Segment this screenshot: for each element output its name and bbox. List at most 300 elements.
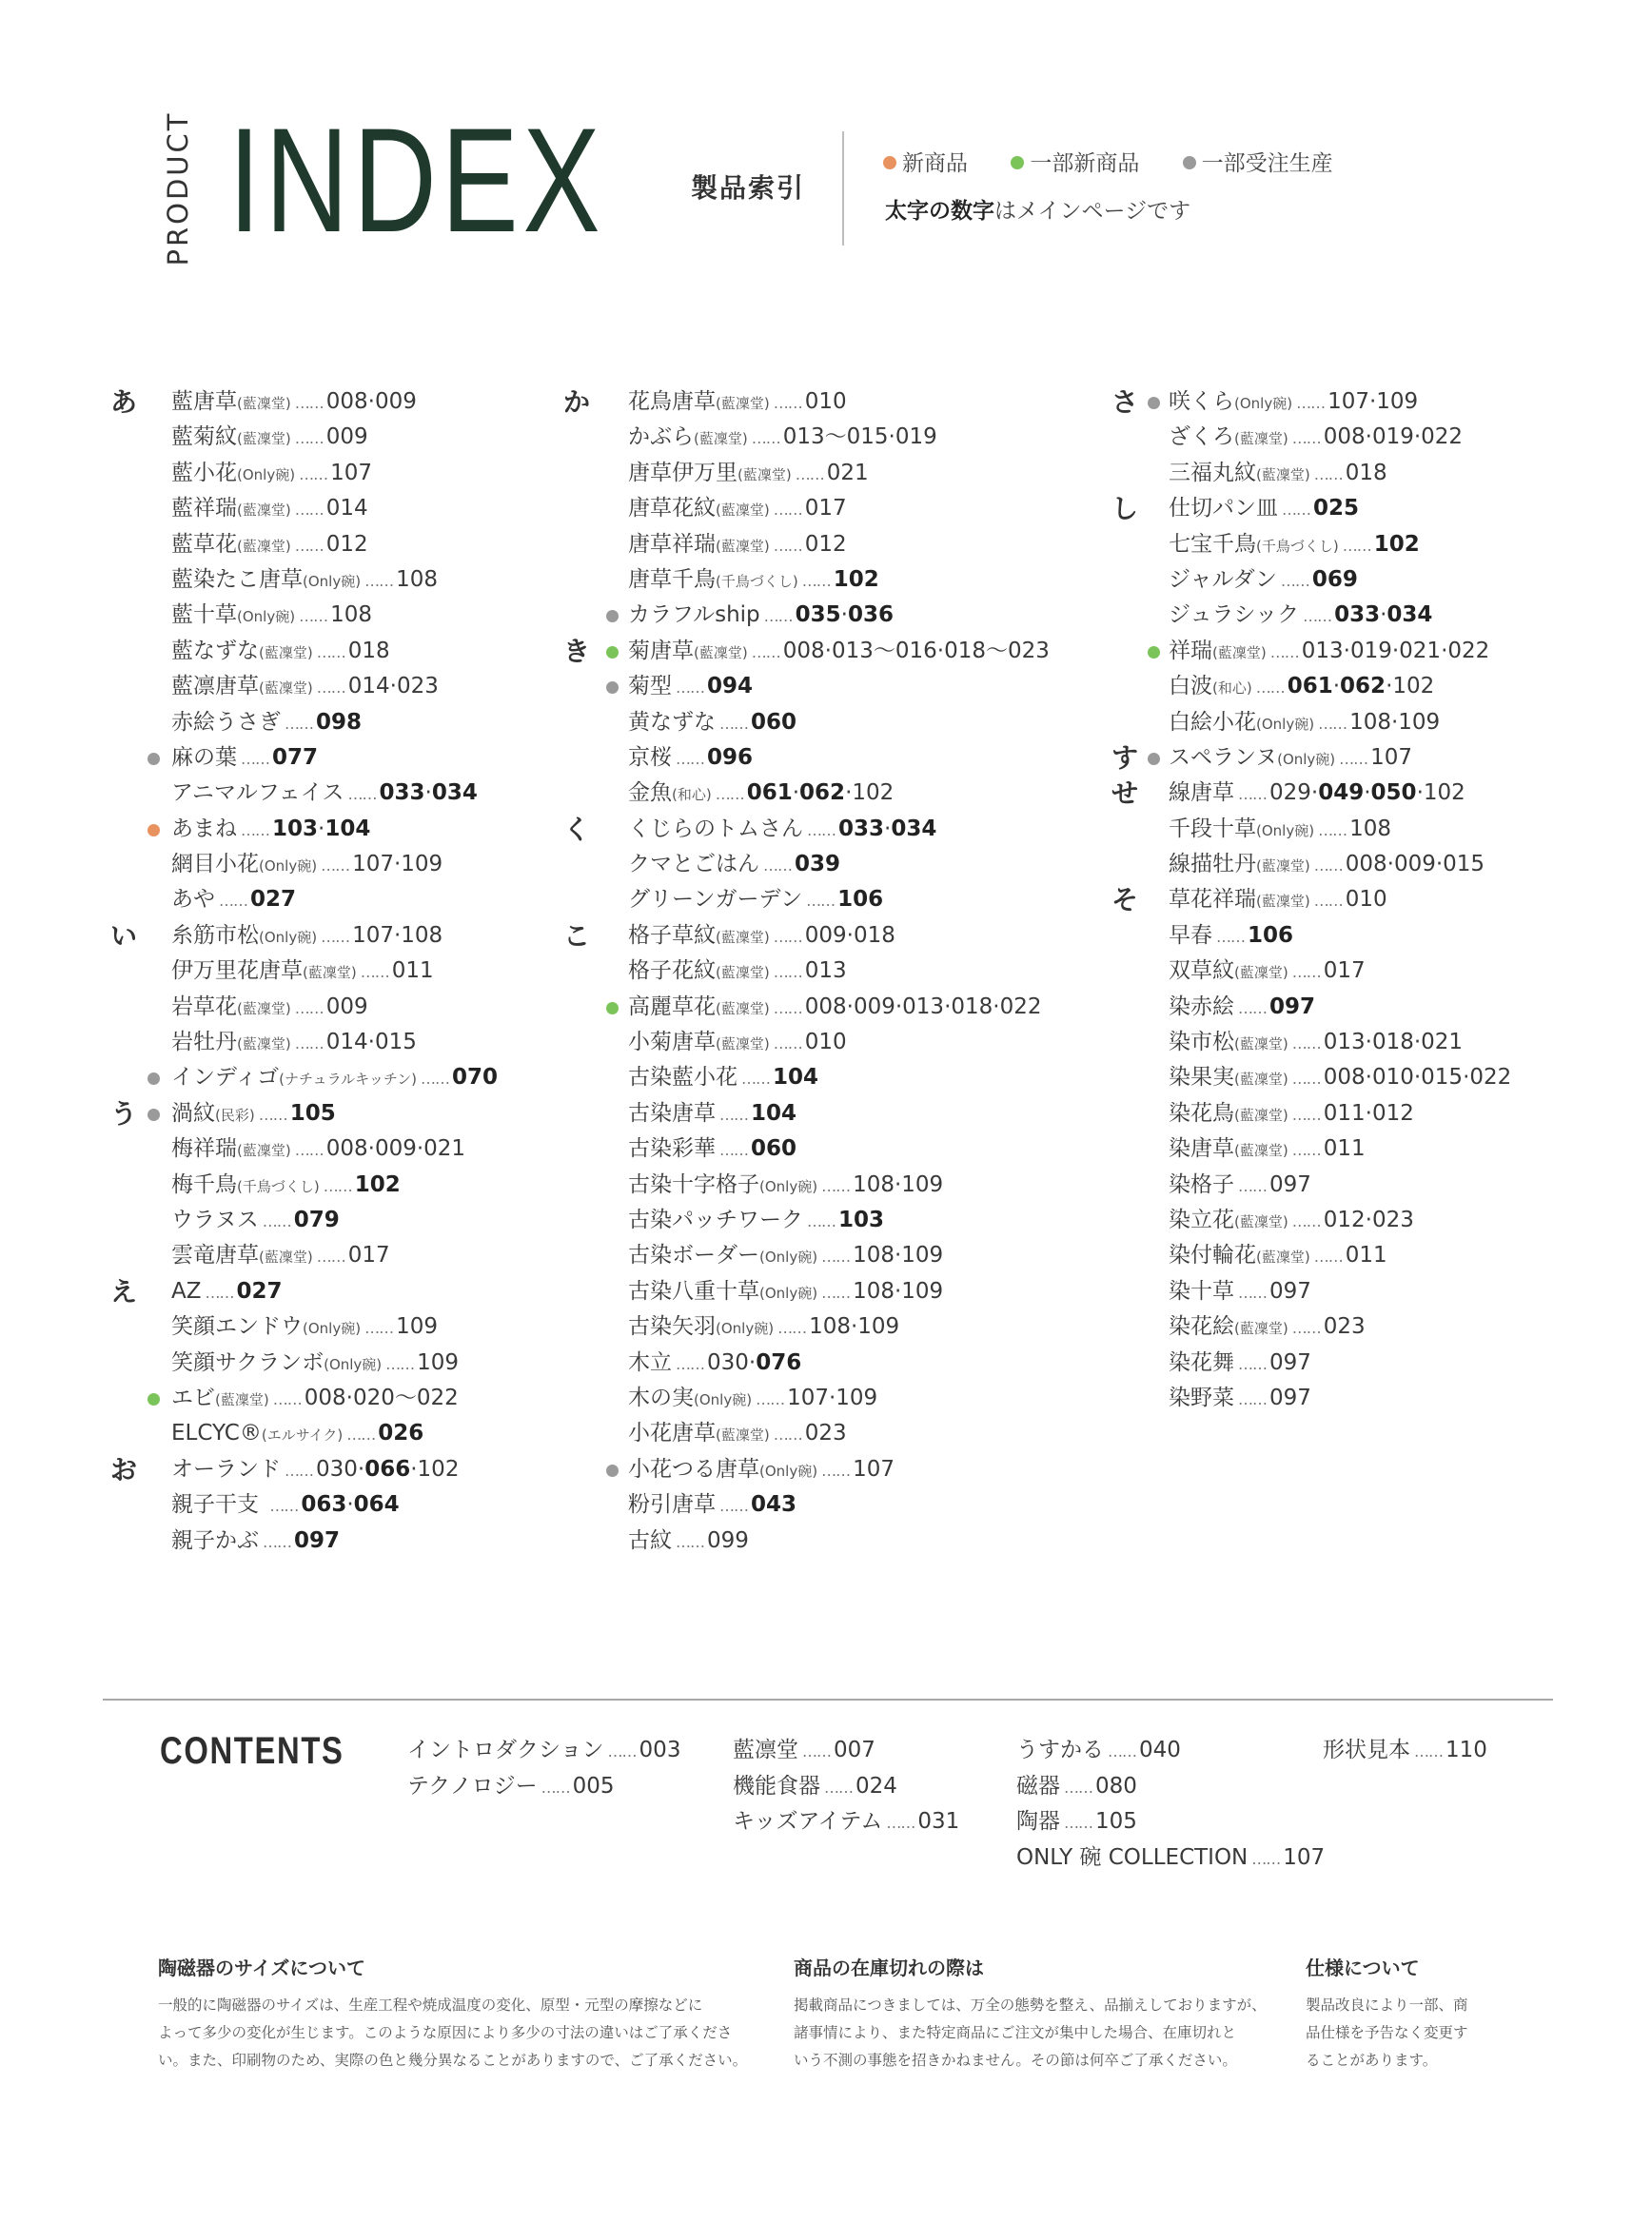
page-number: 043 <box>751 1492 797 1518</box>
leader-dots: …… <box>751 642 780 661</box>
note-line: いう不測の事態を招きかねません。その節は何卒ご了承ください。 <box>794 2052 1237 2069</box>
entry-text <box>1169 634 1489 671</box>
page-number: 030 <box>707 1349 749 1375</box>
entry-text <box>1169 562 1358 599</box>
leader-dots: …… <box>773 1034 802 1053</box>
entry-series: (藍凜堂) <box>259 1249 313 1267</box>
page-number: 023 <box>1371 1207 1414 1232</box>
note-line: 一般的に陶磁器のサイズは、生産工程や焼成温度の変化、原型・元型の摩擦などに <box>158 1997 703 2014</box>
entry-text <box>1169 1381 1311 1417</box>
entry-name: 古染八重十草 <box>628 1278 759 1304</box>
page-separator: · <box>936 638 945 663</box>
leader-dots: …… <box>1238 998 1267 1017</box>
page-separator: · <box>884 816 892 841</box>
page-separator: · <box>367 389 375 414</box>
entry-text <box>628 669 753 705</box>
entry-name: 藍小花 <box>171 460 237 485</box>
page-number: 017 <box>347 1243 390 1269</box>
index-entry <box>1111 882 1644 917</box>
index-entry <box>563 1416 1096 1451</box>
leader-dots: …… <box>316 679 345 698</box>
index-entry <box>110 384 567 420</box>
page-number: 012 <box>804 531 847 557</box>
page-number: 103 <box>272 816 319 841</box>
jp-title: 製品索引 <box>691 172 806 204</box>
page-number: 070 <box>451 1065 498 1091</box>
entry-series: (藍凜堂) <box>1256 465 1310 483</box>
entry-series: (藍凜堂) <box>716 502 770 520</box>
index-entry <box>110 1131 567 1167</box>
page-separator: · <box>993 993 1000 1019</box>
page-number: 097 <box>1269 1278 1311 1304</box>
entry-name: 木の実 <box>628 1385 694 1410</box>
entry-series: (藍凜堂) <box>716 928 770 946</box>
entry-series: (Only碗) <box>759 1284 818 1302</box>
leader-dots: …… <box>541 1778 570 1797</box>
entry-series: (Only碗) <box>259 928 318 946</box>
page-number: 109 <box>836 1385 878 1410</box>
page-separator: · <box>410 1456 418 1482</box>
entry-series: (Only碗) <box>303 1320 362 1338</box>
entry-name: 藍十草 <box>171 602 237 628</box>
page-number: 023 <box>804 1421 847 1446</box>
entry-text <box>1169 456 1387 493</box>
entry-text <box>171 456 372 493</box>
page-number: 064 <box>353 1492 400 1518</box>
contents-item <box>733 1803 959 1835</box>
page-separator: · <box>888 424 895 450</box>
page-number: 102 <box>1373 531 1420 557</box>
entry-text <box>171 1060 498 1097</box>
entry-name: 網目小花 <box>171 852 259 877</box>
leader-dots: …… <box>607 1742 637 1761</box>
page-separator: · <box>1441 638 1448 663</box>
entry-name: 唐草伊万里 <box>628 460 738 485</box>
leader-dots: …… <box>294 998 324 1017</box>
page-number: 009 <box>374 1136 417 1162</box>
page-number: 026 <box>378 1421 424 1446</box>
leader-dots: …… <box>807 1211 836 1230</box>
entry-text <box>1169 669 1434 706</box>
leader-dots: …… <box>1414 1742 1443 1761</box>
leader-dots: …… <box>719 1141 748 1160</box>
green-dot-icon <box>606 1002 619 1014</box>
entry-name: 染十草 <box>1169 1278 1234 1304</box>
entry-text <box>1169 705 1440 742</box>
gray-dot-icon <box>606 610 619 622</box>
entry-name: 染唐草 <box>1169 1136 1234 1162</box>
index-entry <box>110 1524 567 1559</box>
page-separator: · <box>1386 674 1393 699</box>
leader-dots: …… <box>741 1070 770 1089</box>
page-separator: · <box>416 1136 424 1162</box>
page-number: 108 <box>330 602 372 628</box>
index-entry <box>110 705 567 740</box>
leader-dots: …… <box>777 1319 807 1338</box>
entry-name: オーランド <box>171 1456 281 1482</box>
entry-name: かぶら <box>628 424 694 450</box>
contents-label: うすかる <box>1016 1738 1104 1762</box>
entry-series: (和心) <box>672 786 712 804</box>
leader-dots: …… <box>1313 464 1343 483</box>
leader-dots: …… <box>1291 1319 1321 1338</box>
entry-name: 草花祥瑞 <box>1169 887 1256 913</box>
gray-dot-icon <box>606 1465 619 1477</box>
index-entry <box>1111 1238 1644 1273</box>
entry-text <box>1169 776 1465 812</box>
entry-text <box>1169 918 1293 954</box>
leader-dots: …… <box>364 1319 394 1338</box>
index-entry <box>1111 420 1644 455</box>
page-number: 105 <box>289 1100 336 1126</box>
note-heading-size: 陶磁器のサイズについて <box>158 1957 365 1979</box>
entry-text <box>171 882 296 918</box>
page-number: 060 <box>751 709 797 735</box>
note-body-spec <box>1306 1992 1468 2075</box>
entry-name: 染花鳥 <box>1169 1100 1234 1126</box>
page-separator: · <box>367 1136 375 1162</box>
index-entry <box>1111 384 1644 420</box>
index-entry <box>110 491 567 526</box>
entry-text <box>171 1168 401 1205</box>
gray-dot-icon <box>1148 397 1160 409</box>
page-number: 030 <box>316 1456 358 1482</box>
gray-dot-icon <box>1183 156 1196 169</box>
entry-text <box>628 1131 796 1168</box>
page-number: 005 <box>572 1773 615 1799</box>
entry-text <box>1169 1238 1387 1275</box>
entry-text <box>171 598 372 635</box>
entry-text <box>171 918 442 955</box>
note-line: 製品改良により一部、商 <box>1306 1997 1468 2014</box>
index-entry <box>563 990 1096 1025</box>
entry-name: 糸筋市松 <box>171 922 259 948</box>
page-number: 021 <box>1421 1030 1464 1055</box>
page-number: 021 <box>826 460 869 485</box>
entry-name: 伊万里花唐草 <box>171 958 303 984</box>
green-dot-icon <box>148 1393 160 1406</box>
entry-name: 藍菊紋 <box>171 424 237 450</box>
leader-dots: …… <box>346 1426 376 1445</box>
leader-dots: …… <box>1291 1105 1321 1124</box>
entry-text <box>1169 812 1391 849</box>
page-number: 008 <box>1323 424 1366 450</box>
index-entry <box>110 1487 567 1523</box>
page-number: 104 <box>773 1065 819 1091</box>
leader-dots: …… <box>269 1497 299 1516</box>
leader-dots: …… <box>773 501 802 520</box>
index-entry <box>563 598 1096 633</box>
index-entry <box>110 990 567 1025</box>
page-number: 107 <box>1283 1844 1326 1870</box>
page-separator: · <box>1365 424 1372 450</box>
page-number: 104 <box>324 816 371 841</box>
index-entry <box>1111 1274 1644 1309</box>
index-entry <box>1111 1096 1644 1131</box>
gray-dot-icon <box>148 1109 160 1121</box>
index-entry <box>110 598 567 633</box>
index-entry <box>110 634 567 669</box>
entry-name: 仕切パン皿 <box>1169 496 1278 521</box>
index-entry <box>110 1060 567 1095</box>
index-column-3 <box>1111 384 1644 1416</box>
index-entry <box>1111 527 1644 562</box>
contents-label: キッズアイテム <box>733 1809 883 1834</box>
entry-series: (藍凜堂) <box>1234 1106 1288 1124</box>
entry-series: (千鳥づくし) <box>1256 537 1339 555</box>
index-entry <box>563 1238 1096 1273</box>
entry-name: 岩牡丹 <box>171 1030 237 1055</box>
entry-name: エビ <box>171 1385 215 1410</box>
index-entry <box>1111 918 1644 954</box>
entry-name: 藍染たこ唐草 <box>171 566 303 592</box>
page-number: 023 <box>1323 1314 1366 1340</box>
entry-name: 古染矢羽 <box>628 1314 716 1340</box>
leader-dots: …… <box>719 1105 748 1124</box>
index-entry <box>563 812 1096 847</box>
leader-dots: …… <box>821 1248 851 1267</box>
page-separator: · <box>894 1243 902 1269</box>
page-number: 014 <box>325 496 368 521</box>
entry-name: 親子干支 <box>171 1492 266 1518</box>
leader-dots: …… <box>294 536 324 555</box>
leader-dots: …… <box>285 1461 313 1480</box>
page-number: 031 <box>917 1809 960 1834</box>
page-number: 009 <box>374 389 417 414</box>
contents-label: 機能食器 <box>733 1773 820 1799</box>
leader-dots: …… <box>299 464 328 483</box>
legend-partial-new: 一部新商品 <box>1011 146 1139 177</box>
leader-dots: …… <box>262 1211 291 1230</box>
page-separator: · <box>389 674 397 699</box>
note-line: い。また、印刷物のため、実際の色と幾分異なることがありますので、ご了承ください。 <box>158 2052 748 2069</box>
entry-name: 線唐草 <box>1169 780 1234 806</box>
entry-series: (藍凜堂) <box>237 430 291 448</box>
page-number: 009 <box>804 922 847 948</box>
page-number: 015 <box>374 1030 417 1055</box>
kana-heading: え <box>110 1275 138 1308</box>
index-column-2 <box>563 384 1096 1559</box>
page-number: 034 <box>1386 602 1433 628</box>
entry-series: (藍凜堂) <box>1256 1249 1310 1267</box>
page-number: 010 <box>804 1030 847 1055</box>
page-number: 107 <box>787 1385 829 1410</box>
leader-dots: …… <box>1255 679 1285 698</box>
entry-name: 黄なずな <box>628 709 716 735</box>
entry-name: 染立花 <box>1169 1207 1234 1232</box>
entry-name: 染格子 <box>1169 1171 1234 1197</box>
entry-name: 雲竜唐草 <box>171 1243 259 1269</box>
page-number: 015 <box>1421 1065 1464 1091</box>
kana-heading: す <box>1111 741 1139 774</box>
page-number: 018 <box>1345 460 1387 485</box>
entry-series: (藍凜堂) <box>1234 1212 1288 1230</box>
page-number: 019 <box>895 424 937 450</box>
contents-item <box>1016 1768 1137 1800</box>
leader-dots: …… <box>285 714 313 733</box>
entry-name: 藍凛唐草 <box>171 674 259 699</box>
entry-name: 古染ボーダー <box>628 1243 759 1269</box>
product-label: PRODUCT <box>162 110 194 266</box>
entry-text <box>628 1524 749 1560</box>
page-number: 080 <box>1095 1773 1137 1799</box>
leader-dots: …… <box>773 394 802 412</box>
leader-dots: …… <box>1342 536 1371 555</box>
page-number: 108 <box>809 1314 851 1340</box>
page-number: 109 <box>857 1314 900 1340</box>
page-number: 027 <box>236 1278 283 1304</box>
legend-note: 太字の数字はメインページです <box>885 199 1191 224</box>
page-number: 107 <box>1370 744 1413 770</box>
entry-text <box>171 847 442 884</box>
page-separator: · <box>1343 638 1350 663</box>
index-entry <box>1111 491 1644 526</box>
leader-dots: …… <box>807 820 836 839</box>
page-number: 034 <box>431 780 478 806</box>
entry-series: (藍凜堂) <box>716 1035 770 1053</box>
page-separator: · <box>792 780 800 806</box>
entry-name: 唐草千鳥 <box>628 566 716 592</box>
entry-series: (ナチュラルキッチン) <box>279 1071 417 1089</box>
entry-text <box>171 384 417 422</box>
contents-item <box>1323 1732 1487 1763</box>
entry-series: (Only碗) <box>1277 750 1336 768</box>
page-number: 021 <box>1399 638 1442 663</box>
entry-series: (藍凜堂) <box>1234 1071 1288 1089</box>
page-number: 109 <box>901 1171 944 1197</box>
page-number: 027 <box>250 887 297 913</box>
index-entry <box>1111 456 1644 491</box>
index-entry <box>1111 954 1644 989</box>
index-entry <box>1111 562 1644 598</box>
entry-name: カラフルship <box>628 602 760 628</box>
page-separator: · <box>424 780 432 806</box>
index-entry <box>563 384 1096 420</box>
note-heading-stock: 商品の在庫切れの際は <box>794 1957 984 1979</box>
page-number: 035 <box>795 602 841 628</box>
entry-text <box>628 990 1042 1027</box>
page-number: 099 <box>707 1527 749 1553</box>
index-entry <box>563 669 1096 704</box>
index-entry <box>1111 1203 1644 1238</box>
page-separator: · <box>357 1456 365 1482</box>
index-entry <box>563 1060 1096 1095</box>
entry-name: 三福丸紋 <box>1169 460 1256 485</box>
entry-text <box>1169 882 1387 919</box>
contents-label: 陶器 <box>1016 1809 1060 1834</box>
leader-dots: …… <box>676 679 704 698</box>
page-number: 097 <box>1269 993 1316 1019</box>
page-number: 107 <box>853 1456 895 1482</box>
index-entry <box>1111 1309 1644 1345</box>
entry-name: 七宝千鳥 <box>1169 531 1256 557</box>
entry-text <box>628 491 847 528</box>
page-separator: · <box>1390 709 1399 735</box>
page-number: 011 <box>1323 1100 1366 1126</box>
page-number: 022 <box>1469 1065 1512 1091</box>
entry-name: ざくろ <box>1169 424 1234 450</box>
entry-text <box>1169 1274 1311 1310</box>
page-number: 062 <box>1340 674 1386 699</box>
page-separator: · <box>828 1385 836 1410</box>
entry-text <box>628 776 894 813</box>
index-title: INDEX <box>228 98 605 264</box>
page-number: 033 <box>379 780 425 806</box>
entry-name: 白絵小花 <box>1169 709 1256 735</box>
entry-text <box>171 1274 283 1310</box>
page-number: 108 <box>396 566 438 592</box>
page-number: 029 <box>1269 780 1311 806</box>
page-number: 109 <box>396 1314 438 1340</box>
index-entry <box>563 954 1096 989</box>
leader-dots: …… <box>1269 642 1299 661</box>
page-separator: · <box>840 602 848 628</box>
page-separator: · <box>346 1492 354 1518</box>
index-entry <box>110 882 567 917</box>
entry-series: (藍凜堂) <box>716 395 770 412</box>
index-entry <box>563 705 1096 740</box>
entry-text <box>628 918 895 955</box>
entry-series: (藍凜堂) <box>694 643 748 661</box>
page-number: 010 <box>1345 887 1387 913</box>
entry-name: あや <box>171 887 215 913</box>
page-number: 003 <box>639 1738 681 1762</box>
entry-name: 岩草花 <box>171 993 237 1019</box>
index-entry <box>110 847 567 882</box>
index-entry <box>563 882 1096 917</box>
page-number: 108 <box>401 922 443 948</box>
entry-series: (Only碗) <box>303 572 362 590</box>
entry-series: (Only碗) <box>237 465 296 483</box>
entry-text <box>1169 527 1420 564</box>
entry-name: 梅千鳥 <box>171 1171 237 1197</box>
entry-text <box>171 634 390 671</box>
kana-heading: き <box>563 635 591 667</box>
entry-series: (藍凜堂) <box>716 964 770 982</box>
entry-name: 小花つる唐草 <box>628 1456 759 1482</box>
leader-dots: …… <box>1291 429 1321 448</box>
index-entry <box>563 1274 1096 1309</box>
page-number: 097 <box>1269 1171 1311 1197</box>
page-number: 102 <box>852 780 895 806</box>
contents-label: 磁器 <box>1016 1773 1060 1799</box>
entry-name: 粉引唐草 <box>628 1492 716 1518</box>
entry-text <box>628 1381 877 1418</box>
entry-series: (民彩) <box>215 1106 255 1124</box>
entry-name: 双草紋 <box>1169 958 1234 984</box>
entry-name: 染市松 <box>1169 1030 1234 1055</box>
kana-heading: う <box>110 1097 138 1130</box>
kana-heading: い <box>110 919 138 952</box>
entry-series: (藍凜堂) <box>694 430 748 448</box>
kana-heading: こ <box>563 919 591 952</box>
entry-series: (藍凜堂) <box>1234 1320 1288 1338</box>
entry-name: 古染唐草 <box>628 1100 716 1126</box>
entry-series: (藍凜堂) <box>1212 643 1267 661</box>
page-separator: · <box>824 638 832 663</box>
contents-title: CONTENTS <box>160 1730 344 1772</box>
entry-text <box>1169 598 1432 634</box>
entry-name: 祥瑞 <box>1169 638 1212 663</box>
orange-dot-icon <box>883 156 896 169</box>
index-entry <box>563 1524 1096 1559</box>
page-number: 108 <box>1349 816 1391 841</box>
index-entry <box>110 1025 567 1060</box>
entry-name: 藍草花 <box>171 531 237 557</box>
kana-heading: そ <box>1111 884 1139 916</box>
entry-series: (藍凜堂) <box>1234 430 1288 448</box>
page-separator: · <box>1368 389 1377 414</box>
